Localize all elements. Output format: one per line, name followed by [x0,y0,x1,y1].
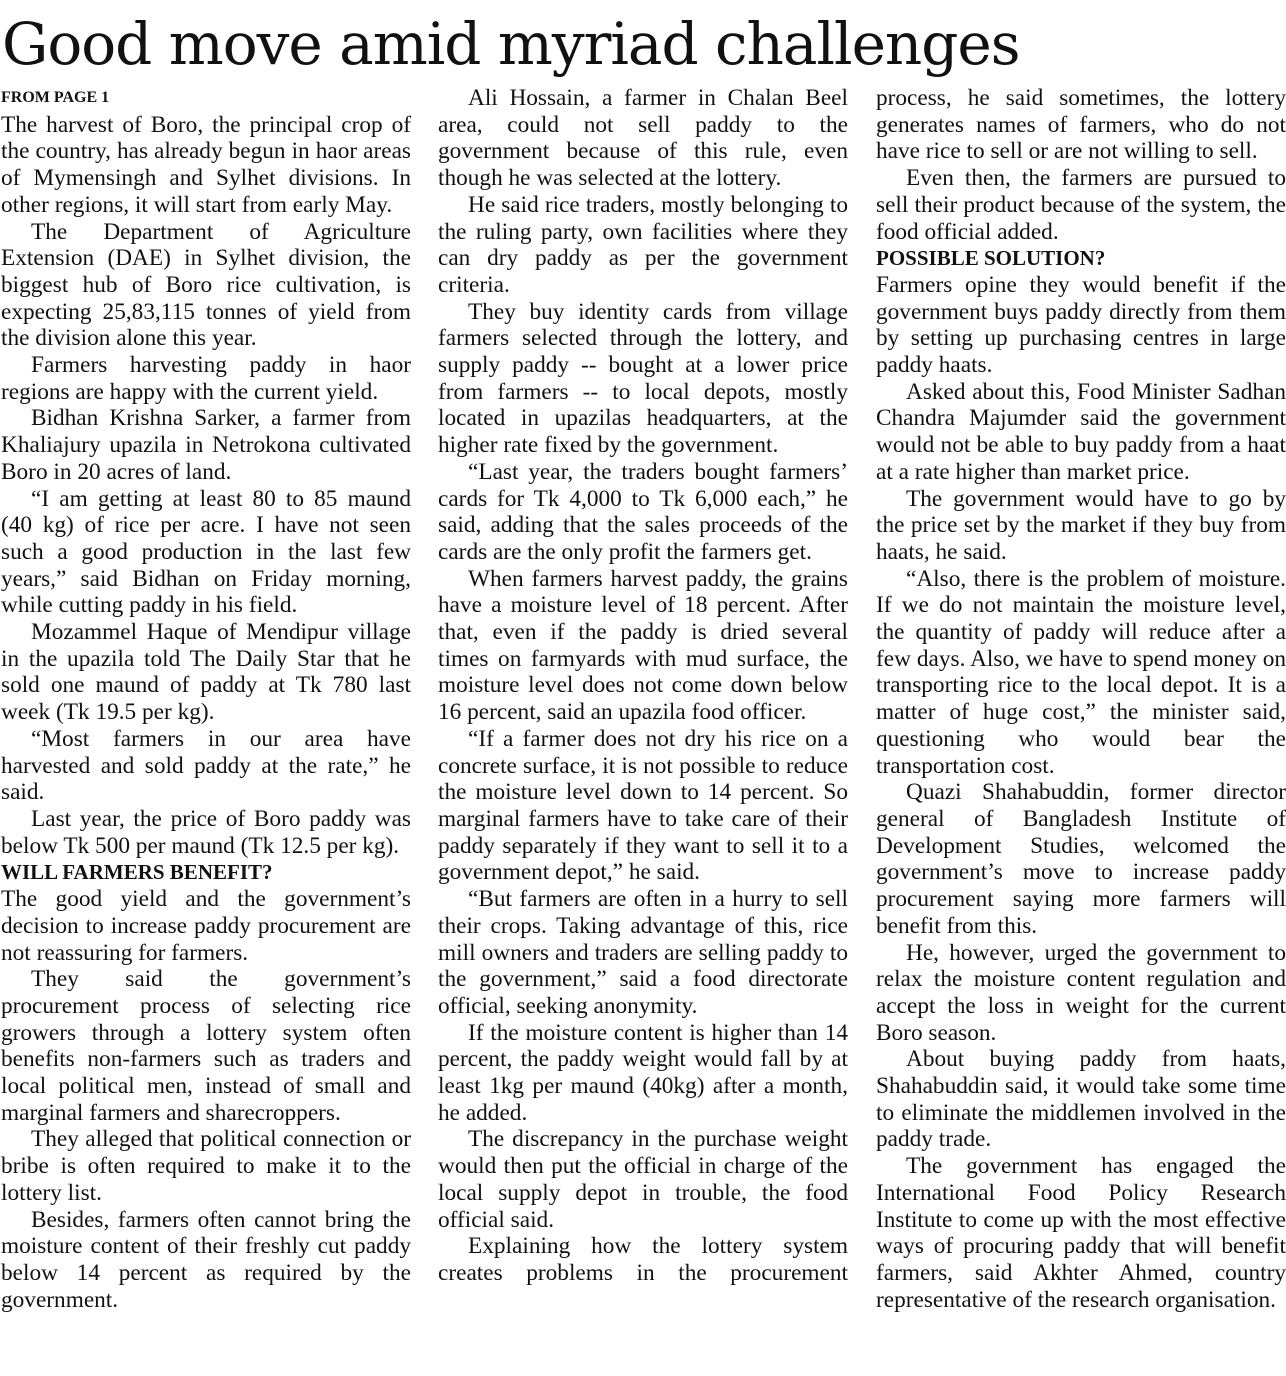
paragraph: “Most farmers in our area have harvested and sold paddy at the rate,” he said. [1,725,411,806]
paragraph: process, he said sometimes, the lottery generates names of farmers, who do not have rice to sell or are not willing to sell. [876,85,1286,165]
article-column-3 [876,85,1286,1313]
paragraph: “I am getting at least 80 to 85 maund (40 kg) of rice per acre. I have not seen such a good production in the last few years,” said Bidhan on Friday morning, while cutting paddy in his field. [1,485,411,619]
paragraph: When farmers harvest paddy, the grains have a moisture level of 18 percent. After that, even if the paddy is dried several times on farmyards with mud surface, the moisture level does not come down below 16 percent, said an upazila food officer. [438,565,848,726]
paragraph: Ali Hossain, a farmer in Chalan Beel area, could not sell paddy to the government because of this rule, even though he was selected at the lottery. [438,85,848,192]
paragraph: Quazi Shahabuddin, former director general of Bangladesh Institute of Development Studies, welcomed the government’s move to increase paddy procurement saying more farmers will benefit from this. [876,779,1286,939]
article-column-1 [1,85,411,1313]
paragraph: The good yield and the government’s decision to increase paddy procurement are not reassuring for farmers. [1,886,411,966]
continuation-kicker: FROM PAGE 1 [1,89,110,106]
paragraph: The Department of Agriculture Extension (DAE) in Sylhet division, the biggest hub of Boro rice cultivation, is expecting 25,83,115 tonnes of yield from the division alone this year. [1,218,411,352]
paragraph: The government has engaged the International Food Policy Research Institute to come up with the most effective ways of procuring paddy that will benefit farmers, said Akhter Ahmed, country representative of the research organisation. [876,1153,1286,1313]
paragraph: The government would have to go by the price set by the market if they buy from haats, he said. [876,485,1286,565]
subheading-will-farmers-benefit: WILL FARMERS BENEFIT? [1,860,273,885]
subheading-possible-solution: POSSIBLE SOLUTION? [876,246,1106,271]
paragraph: “Last year, the traders bought farmers’ cards for Tk 4,000 to Tk 6,000 each,” he said, adding that the sales proceeds of the cards are the only profit the farmers get. [438,458,848,565]
paragraph: Explaining how the lottery system creates problems in the procurement [438,1233,848,1286]
paragraph: The discrepancy in the purchase weight would then put the official in charge of the local supply depot in trouble, the food official said. [438,1126,848,1233]
paragraph: Last year, the price of Boro paddy was below Tk 500 per maund (Tk 12.5 per kg). [1,805,411,859]
headline: Good move amid myriad challenges [2,10,1020,78]
paragraph: If the moisture content is higher than 14 percent, the paddy weight would fall by at least 1kg per maund (40kg) after a month, he added. [438,1019,848,1126]
paragraph: “Also, there is the problem of moisture. If we do not maintain the moisture level, the quantity of paddy will reduce after a few days. Also, we have to spend money on transporting rice to the local depot. It is a matter of huge cost,” the minister said, questioning who would bear the transportation cost. [876,565,1286,779]
paragraph: Asked about this, Food Minister Sadhan Chandra Majumder said the government would not be able to buy paddy from a haat at a rate higher than market price. [876,378,1286,485]
paragraph: He said rice traders, mostly belonging to the ruling party, own facilities where they can dry paddy as per the government criteria. [438,191,848,298]
paragraph: They buy identity cards from village farmers selected through the lottery, and supply paddy -- bought at a lower price from farmers -- to local depots, mostly located in upazilas headquarters, at the higher rate fixed by the government. [438,298,848,459]
paragraph: They said the government’s procurement process of selecting rice growers through a lottery system often benefits non-farmers such as traders and local political men, instead of small and marginal farmers and sharecroppers. [1,966,411,1126]
paragraph: Farmers opine they would benefit if the government buys paddy directly from them by setting up purchasing centres in large paddy haats. [876,271,1286,379]
paragraph: About buying paddy from haats, Shahabuddin said, it would take some time to eliminate the middlemen involved in the paddy trade. [876,1046,1286,1153]
paragraph: “If a farmer does not dry his rice on a concrete surface, it is not possible to reduce the moisture level down to 14 percent. So marginal farmers have to take care of their paddy separately if they want to sell it to a government depot,” he said. [438,725,848,886]
paragraph: “But farmers are often in a hurry to sell their crops. Taking advantage of this, rice mill owners and traders are selling paddy to the government,” said a food directorate official, seeking anonymity. [438,886,848,1019]
paragraph: The harvest of Boro, the principal crop of the country, has already begun in haor areas of Mymensingh and Sylhet divisions. In other regions, it will start from early May. [1,111,411,218]
paragraph: They alleged that political connection or bribe is often required to make it to the lottery list. [1,1126,411,1206]
paragraph: Even then, the farmers are pursued to sell their product because of the system, the food official added. [876,165,1286,245]
paragraph: He, however, urged the government to relax the moisture content regulation and accept the loss in weight for the current Boro season. [876,939,1286,1046]
article-column-2 [438,85,848,1287]
paragraph: Mozammel Haque of Mendipur village in the upazila told The Daily Star that he sold one maund of paddy at Tk 780 last week (Tk 19.5 per kg). [1,619,411,726]
paragraph: Farmers harvesting paddy in haor regions are happy with the current yield. [1,352,411,405]
paragraph: Bidhan Krishna Sarker, a farmer from Khaliajury upazila in Netrokona cultivated Boro in 20 acres of land. [1,405,411,485]
paragraph: Besides, farmers often cannot bring the moisture content of their freshly cut paddy below 14 percent as required by the government. [1,1206,411,1313]
